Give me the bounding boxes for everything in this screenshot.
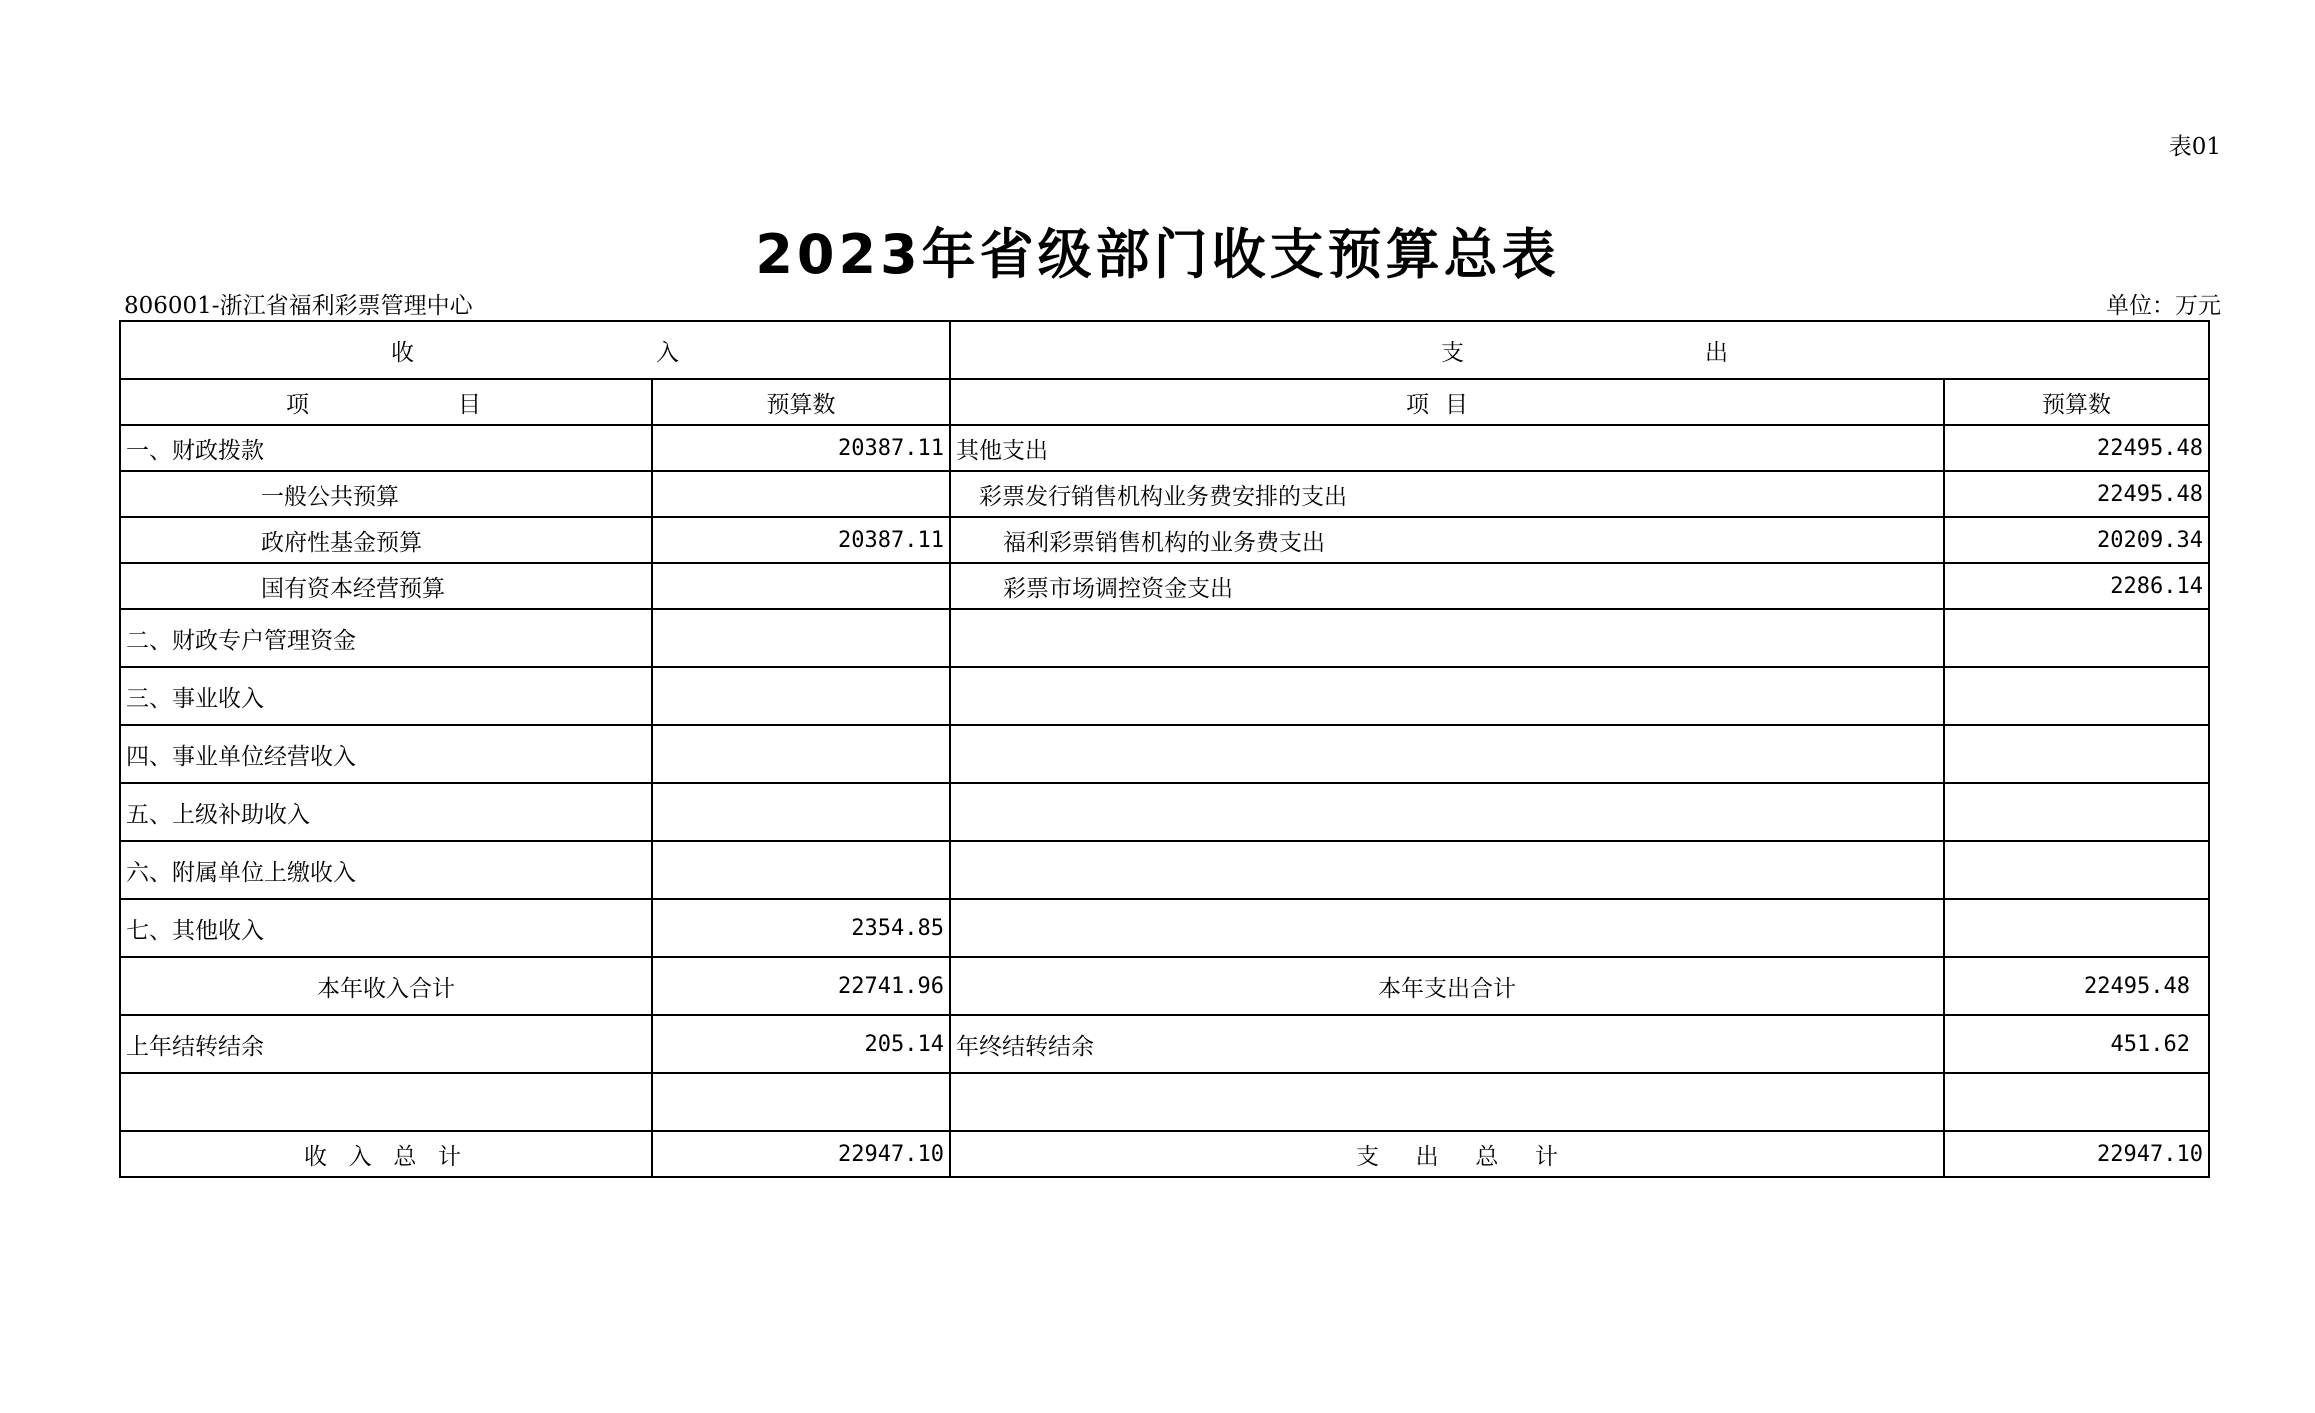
- income-value: [652, 609, 950, 667]
- item-char-1: 项: [286, 391, 309, 418]
- income-item: 六、附属单位上缴收入: [120, 841, 652, 899]
- organization-name: 806001-浙江省福利彩票管理中心: [124, 293, 473, 319]
- expense-value: 2286.14: [1944, 563, 2209, 609]
- total-char: 支: [1356, 1143, 1379, 1170]
- expense-value: [1944, 667, 2209, 725]
- expense-section-header: [950, 321, 2209, 379]
- table-row: [120, 471, 2209, 517]
- income-subtotal-label: 本年收入合计: [120, 957, 652, 1015]
- income-value: [652, 1073, 950, 1131]
- expense-subtotal-value: 22495.48: [1944, 957, 2209, 1015]
- income-value: [652, 725, 950, 783]
- expense-item: [950, 1073, 1944, 1131]
- total-char: 计: [1534, 1143, 1558, 1170]
- expense-item: [950, 667, 1944, 725]
- carryover-row: [120, 1015, 2209, 1073]
- expense-char-2: 出: [1705, 339, 1728, 366]
- expense-item: 福利彩票销售机构的业务费支出: [950, 517, 1944, 563]
- income-carryover-label: 上年结转结余: [120, 1015, 652, 1073]
- total-char: 出: [1415, 1143, 1439, 1170]
- income-item: 一、财政拨款: [120, 425, 652, 471]
- expense-value: 20209.34: [1944, 517, 2209, 563]
- expense-carryover-label: 年终结转结余: [950, 1015, 1944, 1073]
- expense-total-label: [950, 1131, 1944, 1177]
- table-row: [120, 609, 2209, 667]
- expense-item-header: [950, 379, 1944, 425]
- total-char: 入: [348, 1143, 372, 1170]
- grand-total-row: [120, 1131, 2209, 1177]
- total-char: 计: [437, 1143, 461, 1170]
- income-value: [652, 667, 950, 725]
- expense-value: [1944, 1073, 2209, 1131]
- income-item: 三、事业收入: [120, 667, 652, 725]
- income-item: [120, 1073, 652, 1131]
- income-item: 四、事业单位经营收入: [120, 725, 652, 783]
- expense-total-value: 22947.10: [1944, 1131, 2209, 1177]
- form-number: 表01: [2168, 134, 2221, 160]
- table-row: [120, 667, 2209, 725]
- item-char-1: 项: [1406, 391, 1429, 418]
- total-char: 收: [304, 1143, 327, 1170]
- table-row: [120, 1073, 2209, 1131]
- expense-value: [1944, 609, 2209, 667]
- table-row: [120, 563, 2209, 609]
- income-item: 七、其他收入: [120, 899, 652, 957]
- expense-value: 22495.48: [1944, 425, 2209, 471]
- income-item-header: [120, 379, 652, 425]
- expense-value: 22495.48: [1944, 471, 2209, 517]
- income-char-1: 收: [391, 339, 414, 366]
- income-item: 五、上级补助收入: [120, 783, 652, 841]
- income-item: 一般公共预算: [120, 471, 652, 517]
- page-title: 2023年省级部门收支预算总表: [755, 223, 1560, 286]
- expense-item: [950, 609, 1944, 667]
- expense-item: 其他支出: [950, 425, 1944, 471]
- expense-item: [950, 725, 1944, 783]
- column-header-row: [120, 379, 2209, 425]
- income-item: 政府性基金预算: [120, 517, 652, 563]
- expense-item: [950, 841, 1944, 899]
- income-item: 二、财政专户管理资金: [120, 609, 652, 667]
- subtotal-row: [120, 957, 2209, 1015]
- table-row: [120, 725, 2209, 783]
- income-subtotal-value: 22741.96: [652, 957, 950, 1015]
- item-char-2: 目: [458, 391, 481, 418]
- income-carryover-value: 205.14: [652, 1015, 950, 1073]
- income-total-value: 22947.10: [652, 1131, 950, 1177]
- table-row: [120, 783, 2209, 841]
- income-section-header: [120, 321, 950, 379]
- expense-value: [1944, 725, 2209, 783]
- item-char-2: 目: [1445, 391, 1468, 418]
- income-value: [652, 783, 950, 841]
- income-value: [652, 841, 950, 899]
- income-value: 20387.11: [652, 517, 950, 563]
- expense-carryover-value: 451.62: [1944, 1015, 2209, 1073]
- total-char: 总: [1475, 1143, 1499, 1170]
- income-char-2: 入: [656, 339, 679, 366]
- table-row: [120, 899, 2209, 957]
- income-value: [652, 471, 950, 517]
- table-row: [120, 517, 2209, 563]
- expense-item: [950, 783, 1944, 841]
- income-value: [652, 563, 950, 609]
- budget-table: [119, 320, 2210, 1178]
- unit-label: 单位：万元: [2106, 293, 2221, 319]
- expense-item: [950, 899, 1944, 957]
- expense-item: 彩票市场调控资金支出: [950, 563, 1944, 609]
- expense-budget-header: 预算数: [1944, 379, 2209, 425]
- income-value: 20387.11: [652, 425, 950, 471]
- expense-value: [1944, 899, 2209, 957]
- expense-value: [1944, 783, 2209, 841]
- table-row: [120, 841, 2209, 899]
- income-value: 2354.85: [652, 899, 950, 957]
- income-item: 国有资本经营预算: [120, 563, 652, 609]
- section-header-row: [120, 321, 2209, 379]
- expense-value: [1944, 841, 2209, 899]
- income-budget-header: 预算数: [652, 379, 950, 425]
- expense-item: 彩票发行销售机构业务费安排的支出: [950, 471, 1944, 517]
- expense-subtotal-label: 本年支出合计: [950, 957, 1944, 1015]
- table-row: [120, 425, 2209, 471]
- income-total-label: [120, 1131, 652, 1177]
- expense-char-1: 支: [1441, 339, 1464, 366]
- total-char: 总: [393, 1143, 417, 1170]
